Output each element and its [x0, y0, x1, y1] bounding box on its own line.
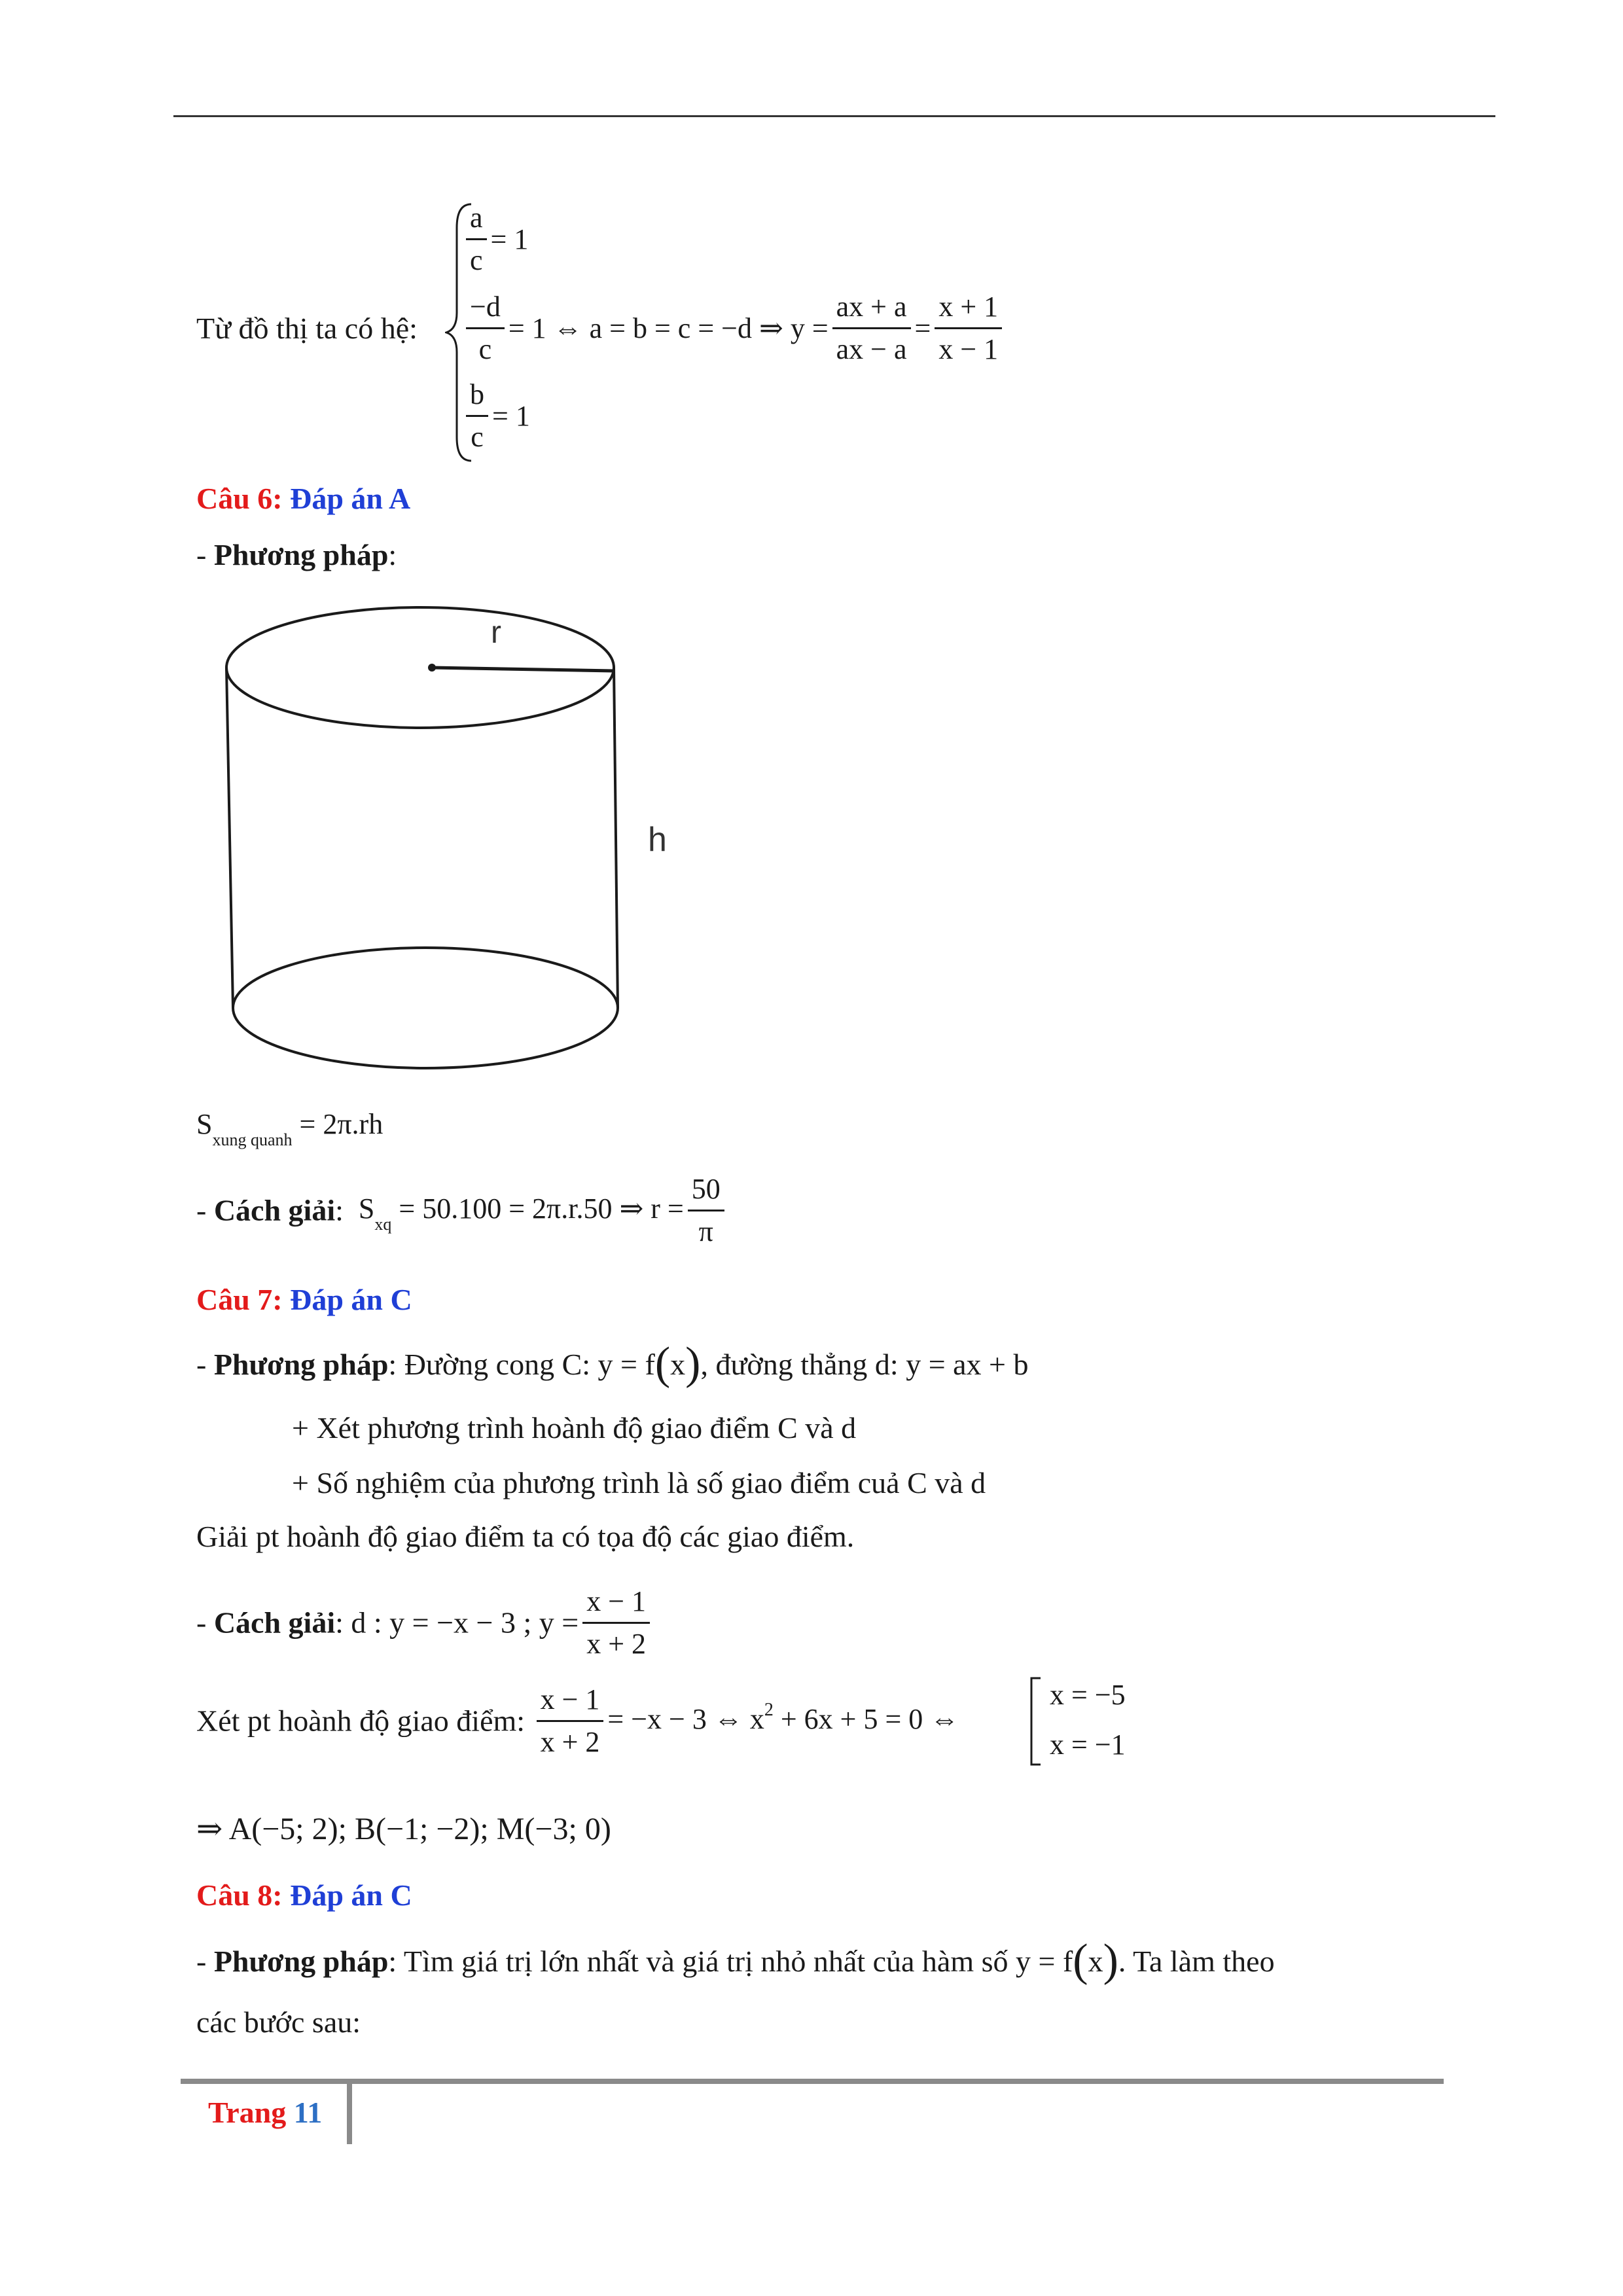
q7-method-dash: -: [196, 1348, 214, 1381]
formula-rhs: = 2π.rh: [299, 1108, 383, 1140]
header-rule: [173, 115, 1495, 117]
height-label: h: [648, 821, 667, 859]
q7-eq-denominator: x + 2: [540, 1726, 600, 1758]
q7-sol-denominator: x + 2: [586, 1628, 647, 1660]
q6-solution-line: [196, 1169, 728, 1252]
q7-line-3: Giải pt hoành độ giao điểm ta có tọa độ các giao điểm.: [196, 1520, 855, 1553]
row1-rhs: = 1: [490, 223, 529, 255]
q7-eq-intro: Xét pt hoành độ giao điểm:: [196, 1704, 526, 1738]
formula-S: S: [196, 1108, 213, 1140]
q8-heading: [196, 1877, 412, 1914]
root-1: x = −5: [1050, 1679, 1126, 1711]
cylinder-figure: [216, 602, 687, 1080]
system-row-2: [462, 287, 1006, 370]
q8-method-paren-open: (: [1073, 1935, 1088, 1986]
row3-rhs: = 1: [492, 400, 530, 432]
footer-rule: [181, 2079, 1444, 2084]
q6-method-label: Phương pháp: [213, 538, 389, 571]
q7-heading: [196, 1282, 412, 1318]
q7-method-label: Phương pháp: [213, 1348, 389, 1381]
row2-denominator: c: [478, 333, 492, 365]
formula-subscript: xung quanh: [212, 1130, 293, 1149]
footer-page-number: 11: [293, 2096, 323, 2129]
q8-method-label: Phương pháp: [213, 1945, 389, 1978]
system-row-1: [462, 198, 528, 281]
q8-method-line: [196, 1935, 1440, 1986]
q6-sol-colon: :: [335, 1193, 344, 1227]
q7-method-paren-close: ): [685, 1338, 701, 1389]
q7-method-text: : Đường cong C: y = f: [388, 1348, 655, 1381]
q7-method-line: [196, 1338, 1029, 1389]
q6-lateral-area-formula: [196, 1107, 383, 1149]
q7-method-x: x: [670, 1348, 686, 1381]
row2-numerator: −d: [466, 287, 505, 329]
cylinder-right-edge: [614, 668, 618, 1008]
q6-label: Câu 6:: [196, 482, 283, 515]
sol-S: S: [358, 1192, 375, 1225]
q6-answer: Đáp án A: [290, 482, 411, 515]
footer-page: [208, 2094, 322, 2131]
q7-method-text2: , đường thẳng d: y = ax + b: [700, 1348, 1029, 1381]
q6-sol-label: Cách giải: [213, 1193, 336, 1227]
q7-solution-line: [196, 1581, 654, 1664]
q6-method-colon: :: [388, 538, 397, 571]
root-2: x = −1: [1050, 1729, 1126, 1761]
q7-eq-rhs1: = −x − 3 ⇔ x: [607, 1702, 764, 1735]
row2-fraction2-numerator: x + 1: [935, 287, 1002, 329]
q7-sol-numerator: x − 1: [582, 1581, 650, 1624]
q7-equation-line: [196, 1679, 959, 1763]
row2-fraction2-denominator: x − 1: [938, 333, 999, 365]
row3-denominator: c: [471, 421, 484, 453]
cylinder-top-ellipse: [226, 607, 614, 728]
q8-method-paren-close: ): [1103, 1935, 1118, 1986]
roots-bracket: [1027, 1676, 1043, 1767]
row2-implication: = 1 ⇔ a = b = c = −d ⇒ y =: [508, 312, 829, 344]
sol-numerator: 50: [688, 1169, 724, 1211]
cylinder-bottom-ellipse: [233, 948, 618, 1068]
radius-line: [432, 668, 614, 671]
q7-points: ⇒ A(−5; 2); B(−1; −2); M(−3; 0): [196, 1812, 611, 1846]
sol-denominator: π: [698, 1215, 713, 1247]
row1-denominator: c: [470, 244, 483, 276]
row2-fraction1-denominator: ax − a: [836, 333, 907, 365]
q7-sol-label: Cách giải: [213, 1605, 336, 1640]
row3-numerator: b: [466, 374, 488, 417]
q8-line-2: các bước sau:: [196, 2005, 361, 2039]
q6-heading: [196, 480, 410, 517]
q6-method-dash: -: [196, 538, 214, 571]
q7-answer: Đáp án C: [290, 1283, 412, 1316]
q6-method-line: [196, 537, 397, 573]
row1-numerator: a: [466, 198, 487, 240]
q7-label: Câu 7:: [196, 1283, 283, 1316]
q8-label: Câu 8:: [196, 1878, 283, 1912]
q7-eq-superscript: 2: [764, 1699, 774, 1720]
row2-equals: =: [914, 312, 931, 344]
q8-method-x: x: [1088, 1945, 1103, 1978]
q8-answer: Đáp án C: [290, 1878, 412, 1912]
q8-method-dash: -: [196, 1945, 214, 1978]
q6-sol-dash: -: [196, 1193, 214, 1227]
q7-sol-text: : d : y = −x − 3 ; y =: [335, 1605, 579, 1640]
footer-divider: [347, 2084, 352, 2144]
sol-subscript: xq: [374, 1214, 392, 1234]
sol-rhs: = 50.100 = 2π.r.50 ⇒ r =: [399, 1192, 684, 1225]
q8-method-text2: . Ta làm theo: [1118, 1945, 1275, 1978]
q7-eq-numerator: x − 1: [537, 1679, 604, 1722]
q8-method-text: : Tìm giá trị lớn nhất và giá trị nhỏ nhất của hàm số y = f: [388, 1945, 1073, 1978]
radius-label: r: [491, 615, 501, 650]
q7-method-paren-open: (: [654, 1338, 671, 1389]
system-row-3: [462, 374, 530, 457]
q7-eq-rhs2: + 6x + 5 = 0 ⇔: [773, 1702, 959, 1735]
q7-sol-dash: -: [196, 1605, 214, 1640]
row2-fraction1-numerator: ax + a: [832, 287, 911, 329]
cylinder-left-edge: [226, 668, 233, 1008]
system-intro: Từ đồ thị ta có hệ:: [196, 312, 418, 345]
q7-bullet-1: + Xét phương trình hoành độ giao điểm C và d: [292, 1411, 857, 1444]
footer-page-word: Trang: [208, 2096, 287, 2129]
q7-bullet-2: + Số nghiệm của phương trình là số giao điểm cuả C và d: [292, 1466, 986, 1499]
